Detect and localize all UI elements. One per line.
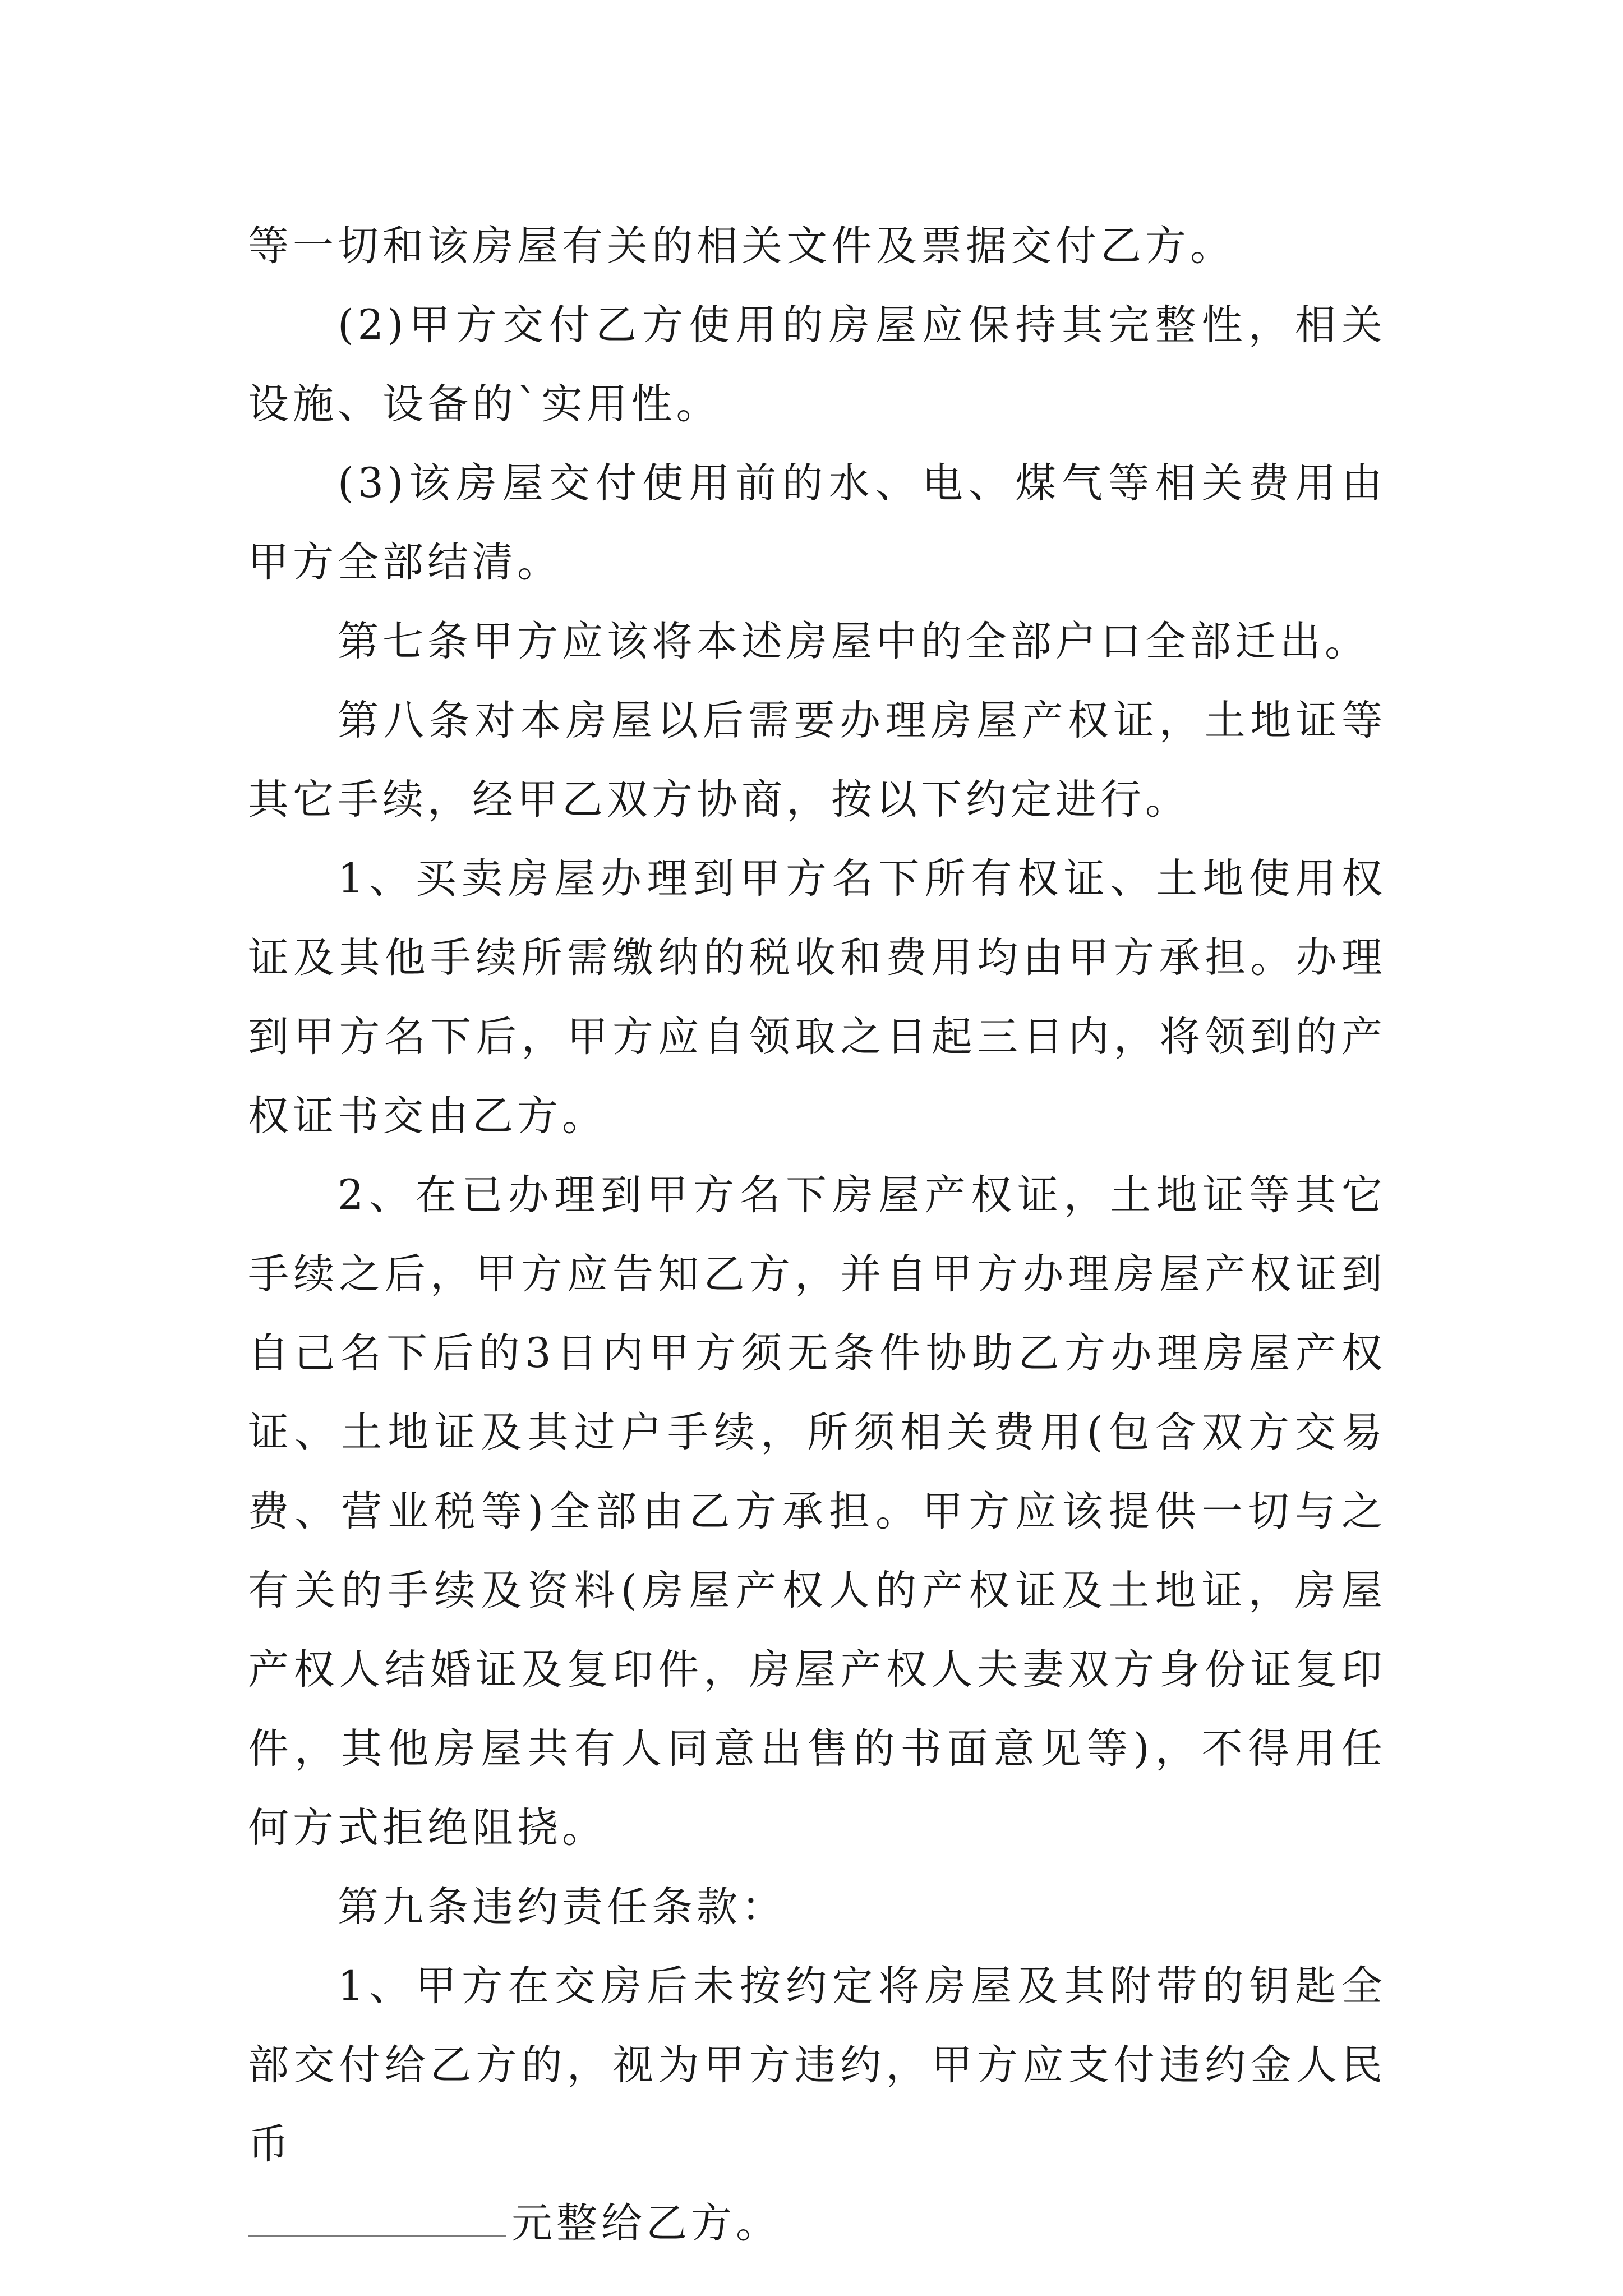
paragraph-item-2: 2、在已办理到甲方名下房屋产权证，土地证等其它手续之后，甲方应告知乙方，并自甲方办理房屋产权证到自己名下后的3日内甲方须无条件协助乙方办理房屋产权证、土地证及其过户手续，所须相关费用(包含双方交易费、营业税等)全部由乙方承担。甲方应该提供一切与之有关的手续及资料(房屋产权人的产权证及土地证，房屋产权人结婚证及复印件，房屋产权人夫妻双方身份证复印件，其他房屋共有人同意出售的书面意见等)，不得用任何方式拒绝阻挠。 bbox=[248, 1171, 1386, 1852]
document-body bbox=[248, 206, 1386, 2263]
amount-blank-field bbox=[248, 2196, 506, 2237]
paragraph-article-9: 第九条违约责任条款： bbox=[338, 1883, 786, 1931]
paragraph-clause-3: (3)该房屋交付使用前的水、电、煤气等相关费用由甲方全部结清。 bbox=[248, 459, 1386, 586]
paragraph-breach-item-1: 1、甲方在交房后未按约定将房屋及其附带的钥匙全部交付给乙方的，视为甲方违约，甲方应支付违约金人民币 bbox=[248, 1962, 1386, 2168]
paragraph-continuation: 等一切和该房屋有关的相关文件及票据交付乙方。 bbox=[248, 222, 1235, 270]
paragraph-amount-line bbox=[248, 2184, 1386, 2263]
paragraph-clause-2: (2)甲方交付乙方使用的房屋应保持其完整性，相关设施、设备的`实用性。 bbox=[248, 301, 1386, 428]
paragraph-item-1: 1、买卖房屋办理到甲方名下所有权证、土地使用权证及其他手续所需缴纳的税收和费用均由甲方承担。办理到甲方名下后，甲方应自领取之日起三日内，将领到的产权证书交由乙方。 bbox=[248, 855, 1386, 1140]
amount-suffix-text: 元整给乙方。 bbox=[511, 2200, 781, 2247]
paragraph-article-8: 第八条对本房屋以后需要办理房屋产权证，土地证等其它手续，经甲乙双方协商，按以下约定进行。 bbox=[248, 697, 1386, 823]
paragraph-article-7: 第七条甲方应该将本述房屋中的全部户口全部迁出。 bbox=[338, 618, 1370, 665]
